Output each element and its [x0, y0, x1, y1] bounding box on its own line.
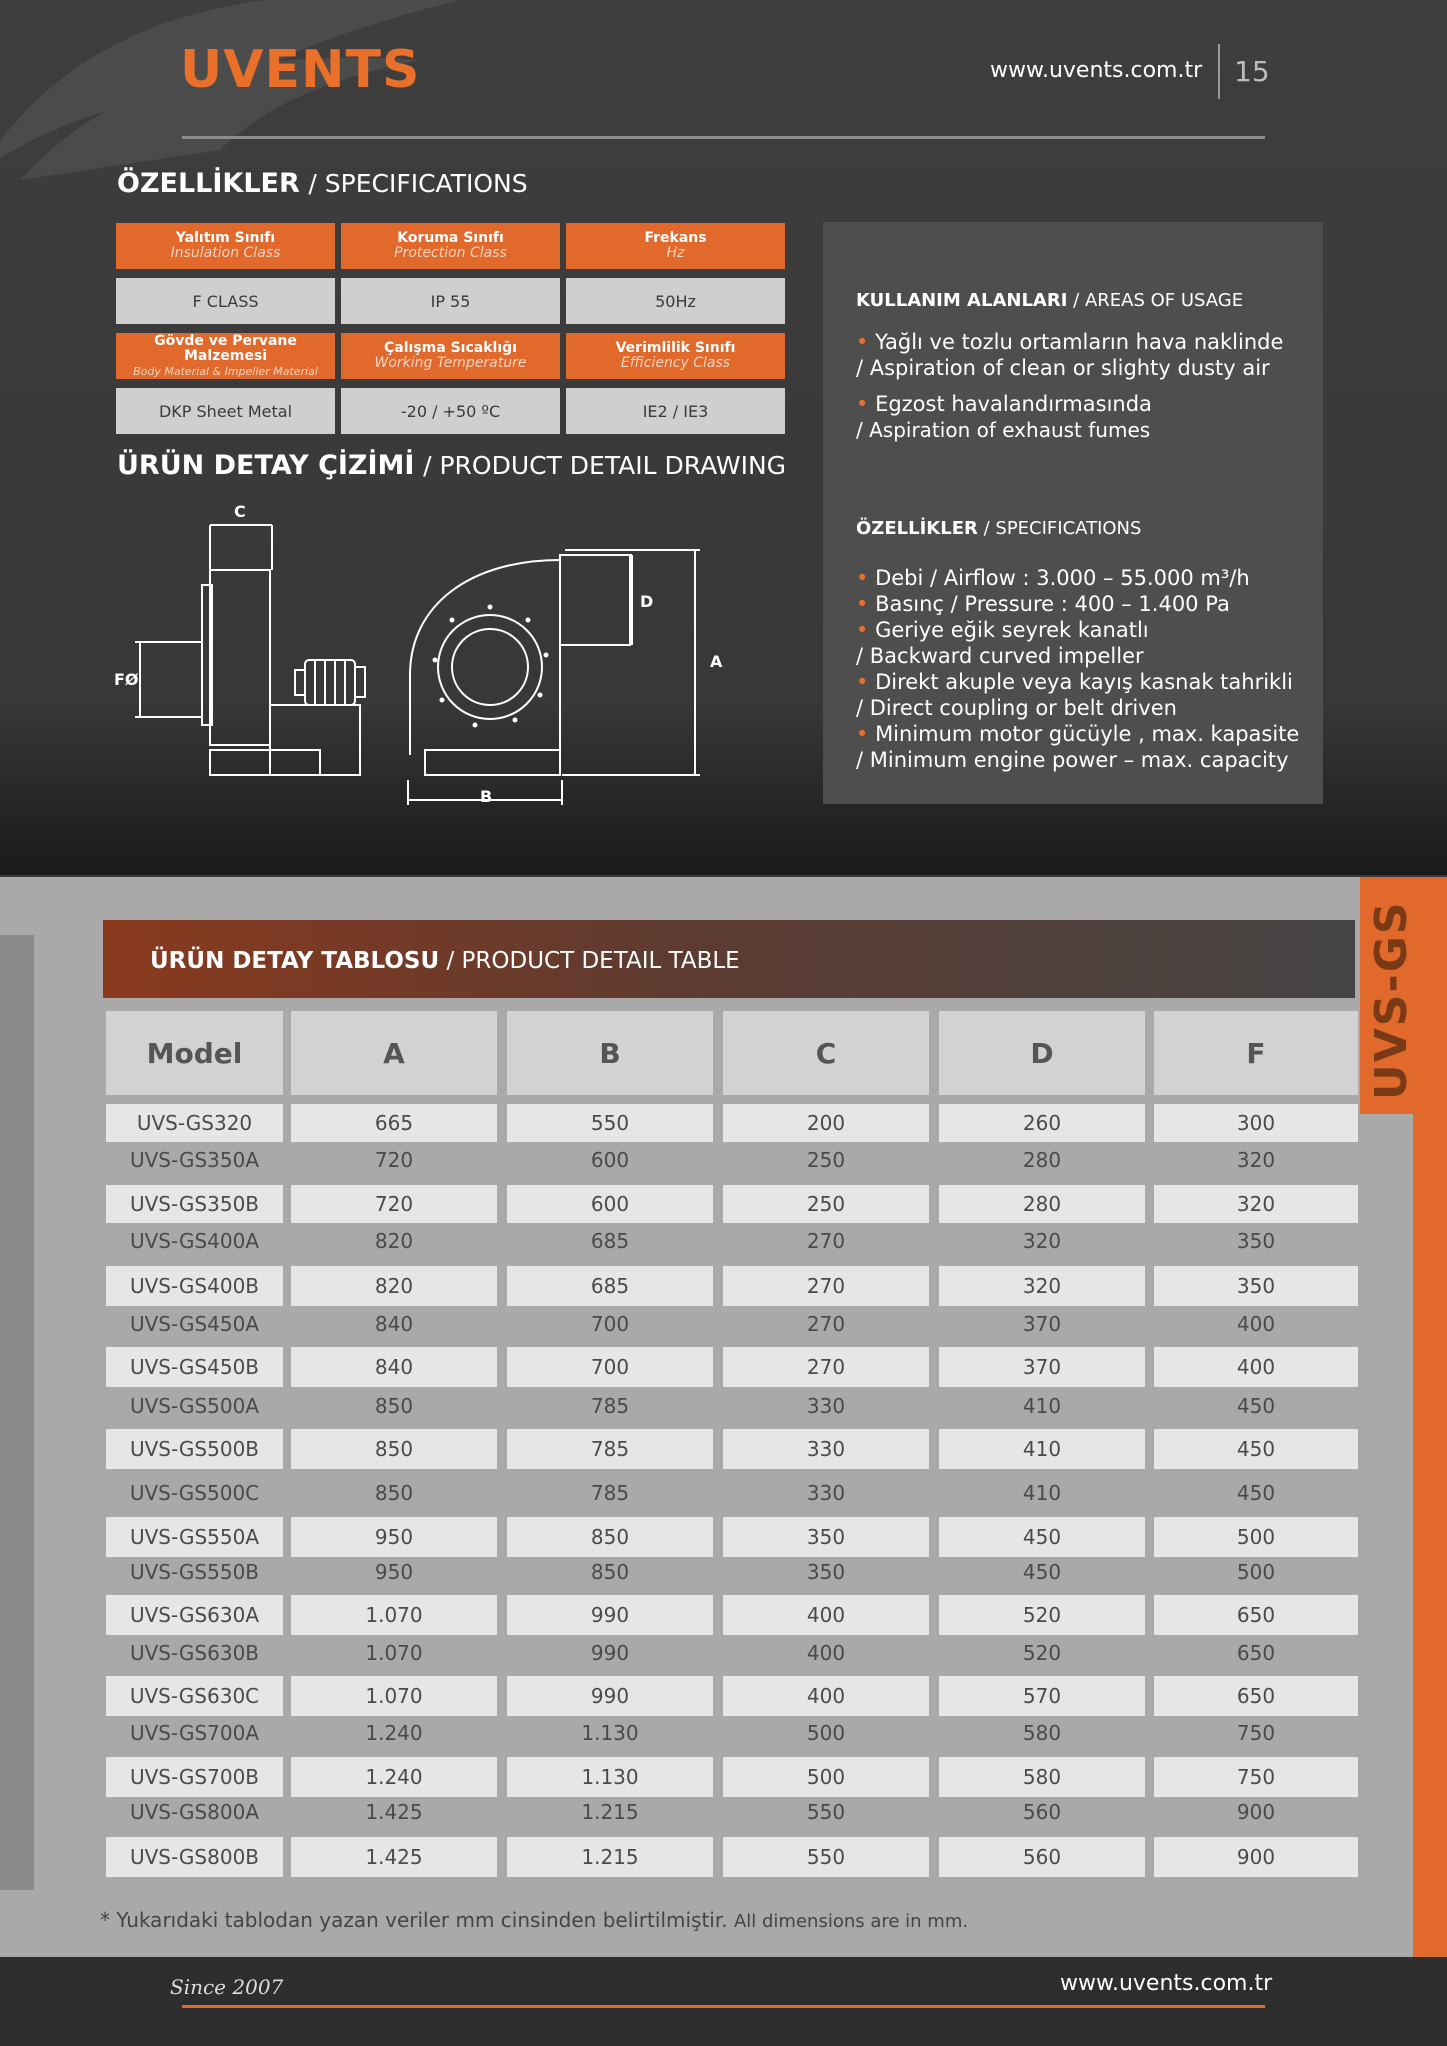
spec-value-efficiency: IE2 / IE3 [566, 388, 785, 434]
table-cell-b: 1.215 [507, 1837, 713, 1877]
table-cell-a: 1.425 [365, 1800, 423, 1824]
footer-since: Since 2007 [170, 1975, 284, 1999]
right-decor-bar [1413, 1114, 1447, 1959]
table-cell-d: 520 [939, 1595, 1145, 1635]
table-cell-c: 250 [723, 1185, 929, 1223]
table-cell-model: UVS-GS400A [129, 1229, 259, 1253]
table-cell-c: 270 [806, 1312, 846, 1336]
table-cell-b: 1.215 [581, 1800, 639, 1824]
table-cell-model: UVS-GS320 [106, 1104, 283, 1142]
table-cell-model: UVS-GS500C [129, 1481, 260, 1505]
usage-line-4: / Aspiration of exhaust fumes [856, 418, 1151, 442]
table-cell-f: 650 [1154, 1595, 1358, 1635]
header-rule [182, 136, 1265, 139]
bullet-icon: • [856, 618, 876, 642]
spec-value-protection: IP 55 [341, 278, 560, 324]
specs-heading-light: / SPECIFICATIONS [308, 169, 528, 198]
table-cell-d: 450 [1022, 1560, 1062, 1584]
brand-logo: UVENTS [180, 40, 421, 100]
table-cell-b: 785 [590, 1481, 630, 1505]
footnote: * Yukarıdaki tablodan yazan veriler mm cinsinden belirtilmiştir. All dimensions are in mm. [100, 1908, 969, 1932]
table-cell-c: 200 [723, 1104, 929, 1142]
table-cell-d: 580 [1022, 1721, 1062, 1745]
spec-label-material: Gövde ve Pervane Malzemesi Body Material & Impeller Material [116, 333, 335, 379]
table-cell-a: 1.070 [291, 1676, 497, 1716]
table-cell-model: UVS-GS550B [129, 1560, 260, 1584]
table-cell-a: 820 [291, 1266, 497, 1306]
table-cell-b: 990 [507, 1676, 713, 1716]
table-cell-d: 280 [1022, 1148, 1062, 1172]
table-cell-a: 840 [374, 1312, 414, 1336]
table-cell-d: 580 [939, 1757, 1145, 1797]
table-cell-c: 350 [806, 1560, 846, 1584]
table-cell-d: 410 [1022, 1481, 1062, 1505]
bullet-icon: • [856, 392, 876, 416]
header-website[interactable]: www.uvents.com.tr [990, 58, 1203, 83]
table-cell-d: 450 [939, 1517, 1145, 1557]
table-cell-c: 330 [806, 1394, 846, 1418]
table-cell-b: 990 [590, 1641, 630, 1665]
table-cell-c: 550 [723, 1837, 929, 1877]
table-cell-a: 950 [374, 1560, 414, 1584]
spec-label-frequency: Frekans Hz [566, 223, 785, 269]
table-cell-a: 850 [374, 1394, 414, 1418]
table-cell-a: 665 [291, 1104, 497, 1142]
table-cell-a: 1.070 [365, 1641, 423, 1665]
header-divider [1218, 44, 1220, 99]
table-cell-d: 570 [939, 1676, 1145, 1716]
left-decor-strip [0, 935, 34, 1890]
table-cell-f: 400 [1236, 1312, 1276, 1336]
usage-line-1: • Yağlı ve tozlu ortamların hava naklinde [856, 330, 1284, 354]
table-cell-a: 1.070 [291, 1595, 497, 1635]
spec-value-temperature: -20 / +50 ºC [341, 388, 560, 434]
table-cell-c: 350 [723, 1517, 929, 1557]
fan-side-housing [210, 570, 270, 745]
table-cell-d: 560 [1022, 1800, 1062, 1824]
features-title: ÖZELLİKLER / SPECIFICATIONS [856, 518, 1142, 539]
table-cell-b: 685 [590, 1229, 630, 1253]
table-cell-d: 320 [939, 1266, 1145, 1306]
table-cell-c: 250 [806, 1148, 846, 1172]
column-header-a: A [291, 1011, 497, 1095]
table-cell-d: 520 [1022, 1641, 1062, 1665]
specs-heading-bold: ÖZELLİKLER [117, 168, 300, 199]
table-cell-d: 410 [1022, 1394, 1062, 1418]
usage-line-3: • Egzost havalandırmasında [856, 392, 1152, 416]
table-cell-model: UVS-GS350A [129, 1148, 259, 1172]
side-tab-label: UVS-GS [1366, 900, 1417, 1100]
table-cell-model: UVS-GS350B [106, 1185, 283, 1223]
table-cell-c: 400 [723, 1595, 929, 1635]
table-cell-a: 1.425 [291, 1837, 497, 1877]
spec-value-insulation: F CLASS [116, 278, 335, 324]
column-header-b: B [507, 1011, 713, 1095]
column-header-f: F [1154, 1011, 1358, 1095]
table-cell-b: 1.130 [581, 1721, 639, 1745]
table-cell-d: 410 [939, 1429, 1145, 1469]
table-cell-b: 600 [507, 1185, 713, 1223]
spec-label-insulation: Yalıtım Sınıfı Insulation Class [116, 223, 335, 269]
table-cell-c: 330 [806, 1481, 846, 1505]
dim-label-c: C [234, 502, 246, 521]
table-title: ÜRÜN DETAY TABLOSU / PRODUCT DETAIL TABLE [150, 948, 740, 974]
table-cell-f: 650 [1236, 1641, 1276, 1665]
table-cell-f: 650 [1154, 1676, 1358, 1716]
table-cell-a: 840 [291, 1347, 497, 1387]
table-cell-f: 320 [1236, 1148, 1276, 1172]
table-cell-c: 500 [806, 1721, 846, 1745]
table-cell-b: 685 [507, 1266, 713, 1306]
table-cell-model: UVS-GS800B [106, 1837, 283, 1877]
table-cell-b: 785 [507, 1429, 713, 1469]
table-cell-model: UVS-GS500A [129, 1394, 259, 1418]
fan-side-base [270, 705, 360, 775]
footer-rule [182, 2005, 1265, 2008]
feature-line-8: / Minimum engine power – max. capacity [856, 748, 1289, 772]
dim-label-a: A [710, 652, 723, 671]
drawing-heading-light: / PRODUCT DETAIL DRAWING [423, 451, 787, 480]
table-cell-model: UVS-GS800A [129, 1800, 259, 1824]
usage-title: KULLANIM ALANLARI / AREAS OF USAGE [856, 290, 1244, 311]
product-detail-drawing [110, 495, 750, 815]
table-cell-a: 950 [291, 1517, 497, 1557]
table-cell-c: 400 [806, 1641, 846, 1665]
table-cell-b: 700 [507, 1347, 713, 1387]
drawing-heading [117, 450, 786, 481]
specs-heading [117, 168, 528, 199]
table-cell-model: UVS-GS400B [106, 1266, 283, 1306]
feature-line-7: • Minimum motor gücüyle , max. kapasite [856, 722, 1300, 746]
table-cell-d: 370 [1022, 1312, 1062, 1336]
table-cell-a: 1.240 [291, 1757, 497, 1797]
feature-line-2: • Basınç / Pressure : 400 – 1.400 Pa [856, 592, 1230, 616]
table-cell-d: 370 [939, 1347, 1145, 1387]
table-cell-model: UVS-GS500B [106, 1429, 283, 1469]
table-cell-f: 400 [1154, 1347, 1358, 1387]
table-cell-f: 450 [1154, 1429, 1358, 1469]
table-cell-model: UVS-GS450B [106, 1347, 283, 1387]
bullet-icon: • [856, 670, 876, 694]
bullet-icon: • [856, 722, 876, 746]
table-cell-b: 600 [590, 1148, 630, 1172]
bullet-icon: • [856, 592, 876, 616]
table-cell-f: 450 [1236, 1394, 1276, 1418]
dim-label-f: FØ [114, 670, 139, 689]
fan-front-scroll [410, 560, 560, 755]
table-cell-a: 720 [374, 1148, 414, 1172]
dim-label-b: B [480, 787, 493, 806]
table-cell-f: 300 [1154, 1104, 1358, 1142]
table-cell-c: 330 [723, 1429, 929, 1469]
table-cell-f: 900 [1154, 1837, 1358, 1877]
spec-value-material: DKP Sheet Metal [116, 388, 335, 434]
spec-value-frequency: 50Hz [566, 278, 785, 324]
fan-outlet [560, 555, 630, 645]
table-cell-d: 280 [939, 1185, 1145, 1223]
column-header-d: D [939, 1011, 1145, 1095]
table-cell-model: UVS-GS630C [106, 1676, 283, 1716]
table-cell-d: 260 [939, 1104, 1145, 1142]
table-cell-c: 270 [723, 1266, 929, 1306]
table-cell-b: 550 [507, 1104, 713, 1142]
table-cell-model: UVS-GS700B [106, 1757, 283, 1797]
drawing-heading-bold: ÜRÜN DETAY ÇİZİMİ [117, 450, 415, 481]
feature-line-4: / Backward curved impeller [856, 644, 1144, 668]
table-cell-f: 320 [1154, 1185, 1358, 1223]
table-cell-d: 320 [1022, 1229, 1062, 1253]
table-cell-model: UVS-GS450A [129, 1312, 259, 1336]
table-cell-a: 1.240 [365, 1721, 423, 1745]
table-cell-c: 270 [723, 1347, 929, 1387]
table-cell-model: UVS-GS550A [106, 1517, 283, 1557]
table-cell-f: 900 [1236, 1800, 1276, 1824]
footer-website[interactable]: www.uvents.com.tr [1060, 1971, 1273, 1996]
spec-label-protection: Koruma Sınıfı Protection Class [341, 223, 560, 269]
table-cell-c: 270 [806, 1229, 846, 1253]
bullet-icon: • [856, 330, 876, 354]
table-cell-f: 750 [1236, 1721, 1276, 1745]
table-cell-a: 820 [374, 1229, 414, 1253]
usage-line-2: / Aspiration of clean or slighty dusty air [856, 356, 1270, 380]
motor-body [305, 660, 355, 705]
table-cell-a: 720 [291, 1185, 497, 1223]
table-cell-c: 500 [723, 1757, 929, 1797]
bullet-icon: • [856, 566, 876, 590]
table-cell-b: 850 [590, 1560, 630, 1584]
column-header-model: Model [106, 1011, 283, 1095]
table-cell-model: UVS-GS630A [106, 1595, 283, 1635]
spec-label-temperature: Çalışma Sıcaklığı Working Temperature [341, 333, 560, 379]
table-cell-b: 1.130 [507, 1757, 713, 1797]
dim-label-d: D [640, 592, 654, 611]
table-cell-model: UVS-GS700A [129, 1721, 259, 1745]
table-cell-c: 550 [806, 1800, 846, 1824]
table-cell-b: 850 [507, 1517, 713, 1557]
table-cell-f: 350 [1236, 1229, 1276, 1253]
feature-line-1: • Debi / Airflow : 3.000 – 55.000 m³/h [856, 566, 1250, 590]
feature-line-3: • Geriye eğik seyrek kanatlı [856, 618, 1149, 642]
table-cell-f: 350 [1154, 1266, 1358, 1306]
feature-line-6: / Direct coupling or belt driven [856, 696, 1177, 720]
table-cell-d: 560 [939, 1837, 1145, 1877]
table-cell-model: UVS-GS630B [129, 1641, 260, 1665]
table-cell-a: 850 [291, 1429, 497, 1469]
table-cell-b: 990 [507, 1595, 713, 1635]
table-cell-f: 500 [1154, 1517, 1358, 1557]
column-header-c: C [723, 1011, 929, 1095]
table-cell-a: 850 [374, 1481, 414, 1505]
table-cell-f: 750 [1154, 1757, 1358, 1797]
page-number: 15 [1234, 55, 1270, 88]
table-cell-b: 785 [590, 1394, 630, 1418]
table-cell-b: 700 [590, 1312, 630, 1336]
table-cell-c: 400 [723, 1676, 929, 1716]
table-cell-f: 500 [1236, 1560, 1276, 1584]
table-cell-f: 450 [1236, 1481, 1276, 1505]
spec-label-efficiency: Verimlilik Sınıfı Efficiency Class [566, 333, 785, 379]
feature-line-5: • Direkt akuple veya kayış kasnak tahrikli [856, 670, 1293, 694]
